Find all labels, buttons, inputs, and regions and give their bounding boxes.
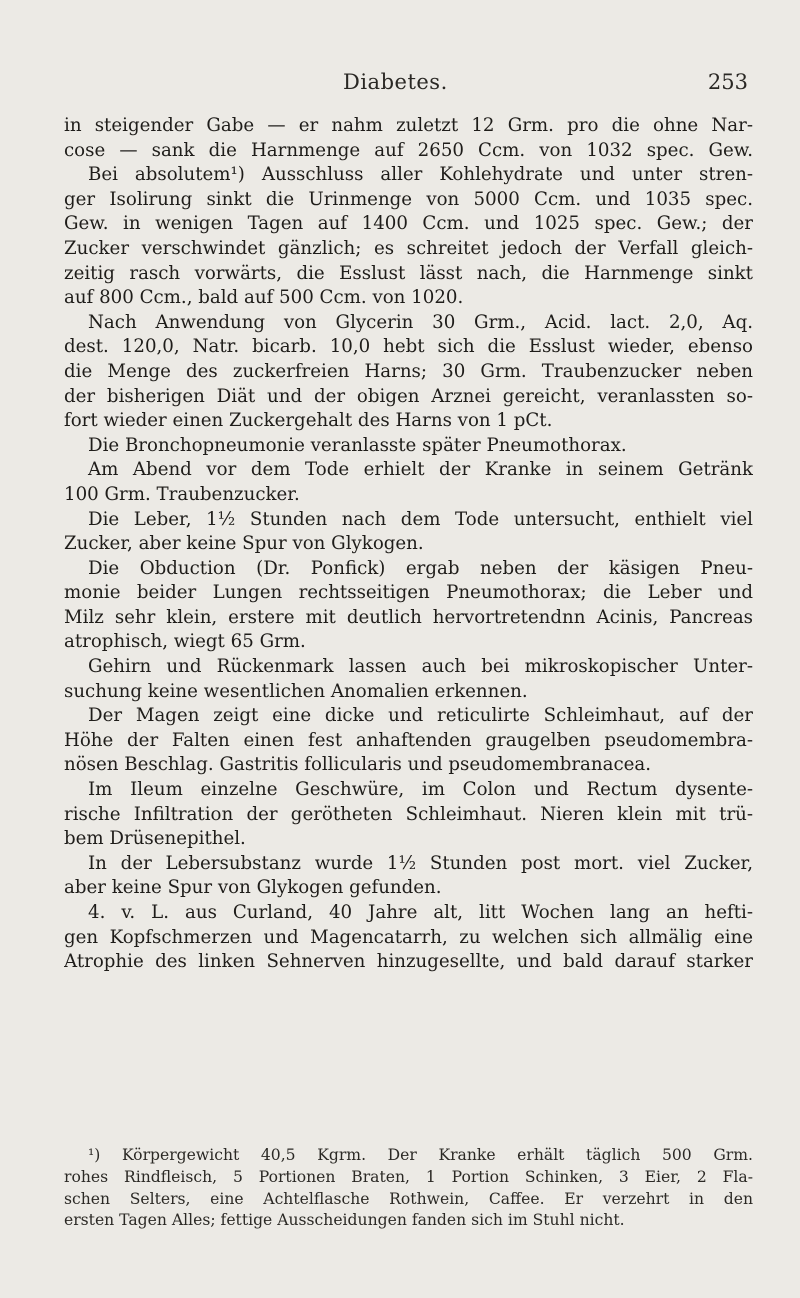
text-line: in steigender Gabe — er nahm zuletzt 12 Grm. pro die ohne Nar-: [64, 115, 753, 136]
text-line: gen Kopfschmerzen und Magencatarrh, zu welchen sich allmälig eine: [64, 926, 753, 948]
footnote-line: rohes Rindfleisch, 5 Portionen Braten, 1 Portion Schinken, 3 Eier, 2 Fla-: [64, 1167, 753, 1186]
text-line: auf 800 Ccm., bald auf 500 Ccm. von 1020.: [64, 287, 464, 309]
text-line: suchung keine wesentlichen Anomalien erkennen.: [64, 680, 528, 702]
text-line: Nach Anwendung von Glycerin 30 Grm., Acid. lact. 2,0, Aq.: [88, 311, 753, 333]
text-line: die Menge des zuckerfreien Harns; 30 Grm. Traubenzucker neben: [64, 360, 753, 382]
body-text: [64, 114, 753, 975]
footnote: [64, 1145, 753, 1232]
text-line: rische Infiltration der gerötheten Schleimhaut. Nieren klein mit trü-: [64, 803, 753, 825]
text-line: Zucker verschwindet gänzlich; es schreitet jedoch der Verfall gleich-: [64, 237, 753, 259]
text-line: 100 Grm. Traubenzucker.: [64, 483, 300, 505]
text-line: 4. v. L. aus Curland, 40 Jahre alt, litt Wochen lang an hefti-: [88, 902, 753, 923]
text-line: Zucker, aber keine Spur von Glykogen.: [64, 533, 424, 555]
footnote-line: ersten Tagen Alles; fettige Ausscheidungen fanden sich im Stuhl nicht.: [64, 1211, 625, 1230]
text-line: Höhe der Falten einen fest anhaftenden graugelben pseudomembra-: [64, 729, 753, 751]
text-line: Im Ileum einzelne Geschwüre, im Colon und Rectum dysente-: [88, 779, 753, 801]
text-line: nösen Beschlag. Gastritis follicularis und pseudomembranacea.: [64, 754, 652, 776]
running-title: Diabetes.: [343, 70, 448, 94]
text-line: Milz sehr klein, erstere mit deutlich hervortretendnn Acinis, Pancreas: [64, 606, 753, 628]
text-line: bem Drüsenepithel.: [64, 828, 246, 850]
text-line: In der Lebersubstanz wurde 1½ Stunden post mort. viel Zucker,: [88, 852, 753, 874]
text-line: Die Obduction (Dr. Ponfick) ergab neben der käsigen Pneu-: [88, 557, 753, 579]
text-line: Bei absolutem¹) Ausschluss aller Kohlehydrate und unter stren-: [88, 164, 753, 186]
text-line: Die Bronchopneumonie veranlasste später Pneumothorax.: [88, 434, 627, 456]
page-header: [0, 70, 800, 96]
text-line: Atrophie des linken Sehnerven hinzugesellte, und bald darauf starker: [64, 951, 753, 973]
text-line: monie beider Lungen rechtsseitigen Pneumothorax; die Leber und: [64, 582, 753, 604]
text-line: fort wieder einen Zuckergehalt des Harns von 1 pCt.: [64, 410, 553, 432]
text-line: der bisherigen Diät und der obigen Arznei gereicht, veranlassten so-: [64, 385, 753, 407]
text-line: Gehirn und Rückenmark lassen auch bei mikroskopischer Unter-: [88, 656, 753, 678]
text-line: Die Leber, 1½ Stunden nach dem Tode untersucht, enthielt viel: [88, 508, 753, 530]
text-line: Der Magen zeigt eine dicke und reticulirte Schleimhaut, auf der: [88, 705, 753, 727]
text-line: Am Abend vor dem Tode erhielt der Kranke in seinem Getränk: [88, 459, 753, 481]
footnote-line: schen Selters, eine Achtelflasche Rothwein, Caffee. Er verzehrt in den: [64, 1189, 753, 1208]
text-line: aber keine Spur von Glykogen gefunden.: [64, 877, 442, 899]
text-line: zeitig rasch vorwärts, die Esslust lässt nach, die Harnmenge sinkt: [64, 262, 753, 284]
footnote-line: ¹) Körpergewicht 40,5 Kgrm. Der Kranke erhält täglich 500 Grm.: [88, 1146, 753, 1164]
text-line: Gew. in wenigen Tagen auf 1400 Ccm. und 1025 spec. Gew.; der: [64, 213, 753, 235]
text-line: atrophisch, wiegt 65 Grm.: [64, 631, 306, 653]
page-number: 253: [707, 70, 748, 94]
text-line: dest. 120,0, Natr. bicarb. 10,0 hebt sich die Esslust wieder, ebenso: [64, 336, 753, 358]
text-line: ger Isolirung sinkt die Urinmenge von 5000 Ccm. und 1035 spec.: [64, 188, 753, 210]
text-line: cose — sank die Harnmenge auf 2650 Ccm. von 1032 spec. Gew.: [64, 139, 753, 161]
